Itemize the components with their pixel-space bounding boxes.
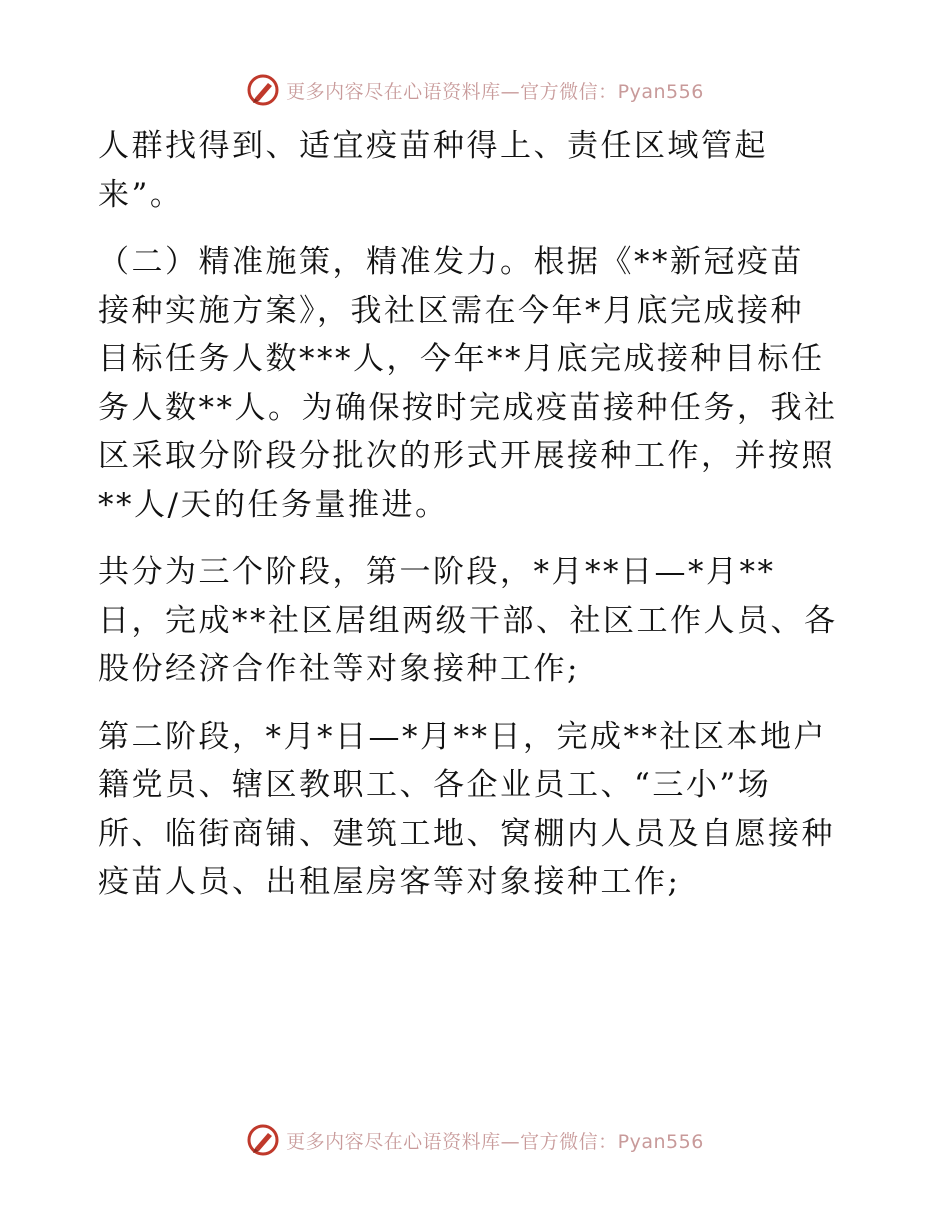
text-line: 共分为三个阶段，第一阶段，*月**日—*月** [98, 554, 776, 590]
watermark-text: 更多内容尽在心语资料库—官方微信：Pyan556 [286, 80, 704, 103]
text-line: **人/天的任务量推进。 [98, 486, 449, 523]
text-line: 疫苗人员、出租屋房客等对象接种工作; [98, 864, 681, 900]
text-line: 接种实施方案》，我社区需在今年*月底完成接种 [98, 292, 804, 329]
text-line: （二）精准施策，精准发力。根据《**新冠疫苗 [98, 244, 804, 280]
header-watermark [0, 70, 950, 110]
paragraph-1 [98, 122, 858, 219]
pen-circle-logo-icon [246, 1123, 280, 1157]
text-line: 区采取分阶段分批次的形式开展接种工作，并按照 [98, 438, 835, 474]
text-line: 第二阶段，*月*日—*月**日，完成**社区本地户 [98, 718, 827, 755]
paragraph-4 [98, 713, 858, 907]
watermark-text: 更多内容尽在心语资料库—官方微信：Pyan556 [286, 1130, 704, 1153]
pen-circle-logo-icon [246, 73, 280, 107]
text-line: 目标任务人数***人，今年**月底完成接种目标任 [98, 341, 825, 377]
text-line: 股份经济合作社等对象接种工作; [98, 651, 580, 687]
text-line: 来”。 [98, 176, 184, 213]
text-line: 所、临街商铺、建筑工地、窝棚内人员及自愿接种 [98, 815, 835, 852]
paragraph-2 [98, 238, 858, 529]
footer-watermark [0, 1120, 950, 1160]
paragraph-3 [98, 548, 858, 694]
text-line: 籍党员、辖区教职工、各企业员工、“三小”场 [98, 767, 772, 803]
text-line: 人群找得到、适宜疫苗种得上、责任区域管起 [98, 128, 768, 164]
document-body [98, 122, 858, 926]
text-line: 日，完成**社区居组两级干部、社区工作人员、各 [98, 602, 838, 639]
text-line: 务人数**人。为确保按时完成疫苗接种任务，我社 [98, 389, 838, 426]
